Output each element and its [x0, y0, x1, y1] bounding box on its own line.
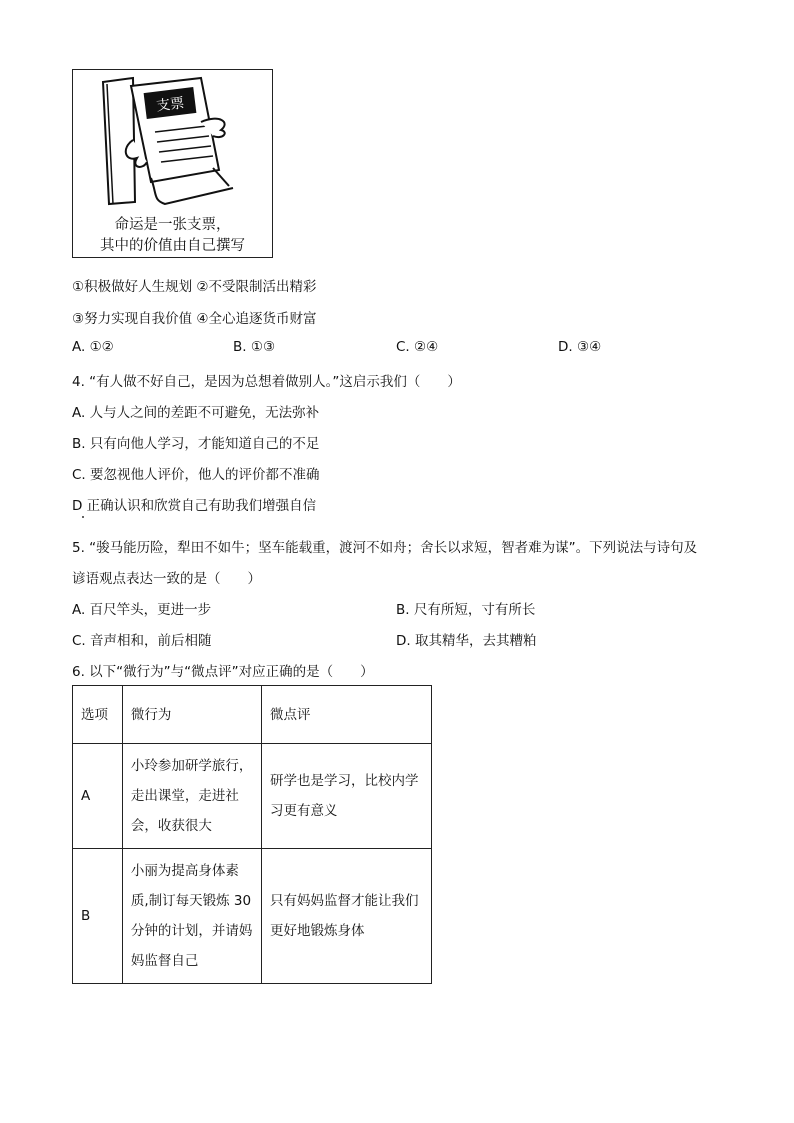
table-row [73, 744, 432, 849]
ticket-label: 支票 [155, 95, 186, 115]
q6-table [72, 685, 432, 984]
table-row [73, 849, 432, 984]
row-b-behavior-line-4: 妈监督自己 [130, 953, 199, 969]
row-a-behavior [122, 744, 261, 849]
q5-stem-line-1: 5. “骏马能历险，犁田不如牛；坚车能载重，渡河不如舟；舍长以求短，智者难为谋”。下列说法与诗句及 [72, 540, 698, 556]
row-b-behavior [122, 849, 261, 984]
q3-option-a[interactable]: A. ①② [72, 339, 114, 355]
row-a-behavior-line-1: 小玲参加研学旅行， [130, 758, 253, 774]
header-behavior: 微行为 [122, 686, 261, 744]
stray-dot [82, 516, 84, 518]
row-a-behavior-line-2: 走出课堂，走进社 [130, 788, 239, 804]
row-b-behavior-line-2: 质,制订每天锻炼 30 [130, 893, 252, 909]
q3-option-b[interactable]: B. ①③ [233, 339, 276, 355]
q3-statements-line-2: ③努力实现自我价值 ④全心追逐货币财富 [72, 311, 317, 327]
q5-stem-line-2: 谚语观点表达一致的是（ ） [72, 571, 261, 587]
q5-option-d[interactable]: D. 取其精华，去其糟粕 [396, 633, 537, 649]
header-comment: 微点评 [262, 686, 432, 744]
caption-line-1: 命运是一张支票， [114, 217, 231, 233]
row-a-comment [262, 744, 432, 849]
row-b-behavior-line-3: 分钟的计划，并请妈 [130, 923, 253, 939]
header-option: 选项 [73, 686, 123, 744]
caption-line-2: 其中的价值由自己撰写 [100, 238, 245, 254]
q4-option-a[interactable]: A. 人与人之间的差距不可避免，无法弥补 [72, 405, 320, 421]
q4-option-d[interactable]: D 正确认识和欣赏自己有助我们增强自信 [72, 498, 317, 514]
q3-option-c[interactable]: C. ②④ [396, 339, 439, 355]
row-a-comment-line-1: 研学也是学习，比校内学 [270, 773, 419, 789]
q4-stem: 4. “有人做不好自己，是因为总想着做别人。”这启示我们（ ） [72, 374, 461, 390]
q3-statements-line-1: ①积极做好人生规划 ②不受限制活出精彩 [72, 279, 317, 295]
row-a-behavior-line-3: 会，收获很大 [130, 818, 212, 834]
row-b-option: B [73, 849, 123, 984]
cartoon-figure [72, 69, 273, 258]
row-a-option: A [73, 744, 123, 849]
q4-option-c[interactable]: C. 要忽视他人评价，他人的评价都不准确 [72, 467, 320, 483]
q6-stem: 6. 以下“微行为”与“微点评”对应正确的是（ ） [72, 664, 374, 680]
row-b-comment-line-1: 只有妈妈监督才能让我们 [270, 893, 419, 909]
row-b-comment [262, 849, 432, 984]
row-b-comment-line-2: 更好地锻炼身体 [270, 923, 365, 939]
q5-option-a[interactable]: A. 百尺竿头，更进一步 [72, 602, 212, 618]
q4-option-b[interactable]: B. 只有向他人学习，才能知道自己的不足 [72, 436, 320, 452]
table-header-row [73, 686, 432, 744]
row-b-behavior-line-1: 小丽为提高身体素 [130, 863, 239, 879]
q3-option-d[interactable]: D. ③④ [558, 339, 602, 355]
row-a-comment-line-2: 习更有意义 [270, 803, 338, 819]
q5-option-b[interactable]: B. 尺有所短，寸有所长 [396, 602, 536, 618]
q5-option-c[interactable]: C. 音声相和，前后相随 [72, 633, 212, 649]
